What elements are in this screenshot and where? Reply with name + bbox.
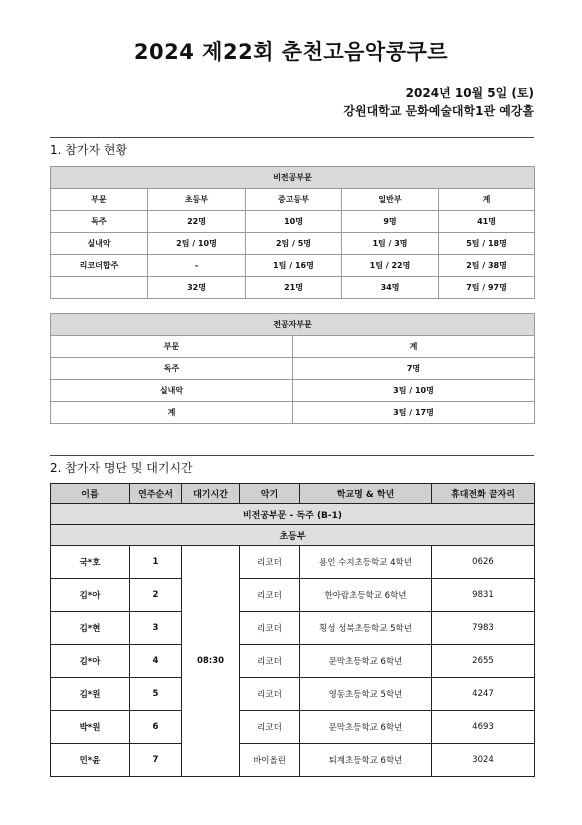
- major-summary-table: [50, 313, 535, 424]
- play-order: 5: [130, 678, 182, 711]
- table-cell: 2팀 / 38명: [439, 255, 535, 277]
- table-cell: -: [148, 255, 246, 277]
- column-header: 일반부: [342, 189, 439, 211]
- division-banner: 비전공부문 - 독주 (B-1): [51, 504, 535, 525]
- phone-last-digits: 2655: [432, 645, 535, 678]
- participant-name: 김*현: [51, 612, 130, 645]
- table-row: [51, 358, 535, 380]
- section2-title: 2. 참가자 명단 및 대기시간: [50, 461, 193, 475]
- participant-header-row: [51, 484, 535, 504]
- table-cell: 41명: [439, 211, 535, 233]
- phone-last-digits: 4693: [432, 711, 535, 744]
- school-grade: 용인 수지초등학교 4학년: [300, 546, 432, 579]
- table-cell: 5팀 / 18명: [439, 233, 535, 255]
- participant-table: [50, 483, 535, 777]
- phone-last-digits: 0626: [432, 546, 535, 579]
- table-row: [51, 211, 535, 233]
- table-row: [51, 678, 535, 711]
- table-row: [51, 744, 535, 777]
- school-grade: 문막초등학교 6학년: [300, 645, 432, 678]
- participant-name: 김*원: [51, 678, 130, 711]
- instrument: 바이올린: [240, 744, 300, 777]
- play-order: 1: [130, 546, 182, 579]
- column-header: 대기시간: [182, 484, 240, 504]
- column-header: 계: [293, 336, 535, 358]
- wait-time: 08:30: [182, 546, 240, 777]
- total-row: [51, 402, 535, 424]
- participant-name: 박*원: [51, 711, 130, 744]
- participant-name: 민*윤: [51, 744, 130, 777]
- table-cell: 리코더합주: [51, 255, 148, 277]
- table-row: [51, 233, 535, 255]
- table-row: [51, 380, 535, 402]
- school-grade: 횡성 성북초등학교 5학년: [300, 612, 432, 645]
- level-banner: 초등부: [51, 525, 535, 546]
- phone-last-digits: 9831: [432, 579, 535, 612]
- instrument: 리코더: [240, 678, 300, 711]
- table-row: [51, 711, 535, 744]
- page-title: 2024 제22회 춘천고음악콩쿠르: [133, 40, 449, 64]
- instrument: 리코더: [240, 546, 300, 579]
- table-cell: 21명: [246, 277, 342, 299]
- table-cell: 7팀 / 97명: [439, 277, 535, 299]
- section1-title: 1. 참가자 현황: [50, 143, 128, 157]
- column-header: 부문: [51, 189, 148, 211]
- table-row: [51, 546, 535, 579]
- table-row: [51, 645, 535, 678]
- table-cell: 실내악: [51, 380, 293, 402]
- phone-last-digits: 7983: [432, 612, 535, 645]
- column-header: 악기: [240, 484, 300, 504]
- event-venue: 강원대학교 문화예술대학1관 예강홀: [343, 104, 534, 118]
- school-grade: 영동초등학교 5학년: [300, 678, 432, 711]
- major-header-row: [51, 336, 535, 358]
- table-cell: 2팀 / 5명: [246, 233, 342, 255]
- table-cell: 1팀 / 22명: [342, 255, 439, 277]
- table-cell: 독주: [51, 211, 148, 233]
- section2-divider: [50, 455, 534, 456]
- instrument: 리코더: [240, 645, 300, 678]
- section1-divider: [50, 137, 534, 138]
- column-header: 중고등부: [246, 189, 342, 211]
- participant-name: 김*아: [51, 645, 130, 678]
- instrument: 리코더: [240, 711, 300, 744]
- table-cell: 10명: [246, 211, 342, 233]
- table-cell: 7명: [293, 358, 535, 380]
- school-grade: 문막초등학교 6학년: [300, 711, 432, 744]
- column-header: 학교명 & 학년: [300, 484, 432, 504]
- play-order: 4: [130, 645, 182, 678]
- table-cell: 34명: [342, 277, 439, 299]
- total-row: [51, 277, 535, 299]
- table-cell: 3팀 / 10명: [293, 380, 535, 402]
- phone-last-digits: 3024: [432, 744, 535, 777]
- table-cell: 32명: [148, 277, 246, 299]
- table-row: [51, 612, 535, 645]
- non-major-caption: 비전공부문: [51, 167, 535, 189]
- column-header: 휴대전화 끝자리: [432, 484, 535, 504]
- instrument: 리코더: [240, 579, 300, 612]
- non-major-header-row: [51, 189, 535, 211]
- column-header: 초등부: [148, 189, 246, 211]
- column-header: 계: [439, 189, 535, 211]
- table-cell: 3팀 / 17명: [293, 402, 535, 424]
- instrument: 리코더: [240, 612, 300, 645]
- event-date: 2024년 10월 5일 (토): [405, 86, 534, 100]
- play-order: 2: [130, 579, 182, 612]
- table-cell: 22명: [148, 211, 246, 233]
- table-cell: 실내악: [51, 233, 148, 255]
- phone-last-digits: 4247: [432, 678, 535, 711]
- participant-name: 김*아: [51, 579, 130, 612]
- column-header: 연주순서: [130, 484, 182, 504]
- play-order: 6: [130, 711, 182, 744]
- column-header: 부문: [51, 336, 293, 358]
- school-grade: 한아람초등학교 6학년: [300, 579, 432, 612]
- play-order: 3: [130, 612, 182, 645]
- table-cell: 계: [51, 402, 293, 424]
- column-header: 이름: [51, 484, 130, 504]
- school-grade: 퇴계초등학교 6학년: [300, 744, 432, 777]
- table-cell: 2팀 / 10명: [148, 233, 246, 255]
- table-row: [51, 255, 535, 277]
- non-major-summary-table: [50, 166, 535, 299]
- table-row: [51, 579, 535, 612]
- table-cell: 1팀 / 3명: [342, 233, 439, 255]
- table-cell: 1팀 / 16명: [246, 255, 342, 277]
- table-cell: [51, 277, 148, 299]
- play-order: 7: [130, 744, 182, 777]
- table-cell: 독주: [51, 358, 293, 380]
- major-caption: 전공자부문: [51, 314, 535, 336]
- participant-name: 국*호: [51, 546, 130, 579]
- table-cell: 9명: [342, 211, 439, 233]
